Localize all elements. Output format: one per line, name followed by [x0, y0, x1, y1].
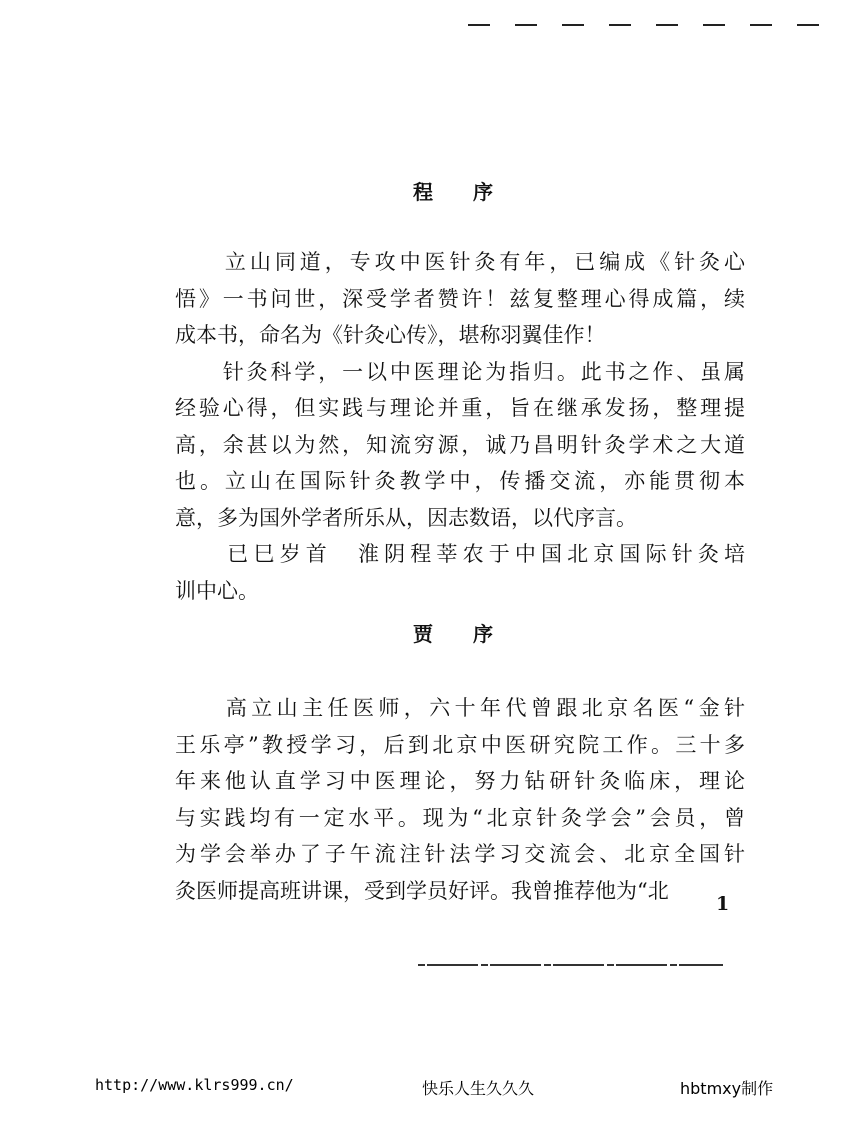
header-dash — [515, 24, 537, 26]
text-line: 意，多为国外学者所乐从，因志数语，以代序言。 — [175, 505, 637, 530]
section-title-jia: 贾 序 — [413, 622, 493, 646]
text-line: 悟》一书问世，深受学者赞许！兹复整理心得成篇，续 — [175, 286, 745, 311]
page-number: 1 — [716, 893, 730, 915]
footer-slogan: 快乐人生久久久 — [422, 1079, 535, 1098]
text-line: 训中心。 — [175, 578, 259, 603]
text-line: 与实践均有一定水平。现为“北京针灸学会”会员，曾 — [175, 805, 745, 830]
footer-credit: hbtmxy制作 — [680, 1079, 774, 1098]
header-dash — [750, 24, 772, 26]
header-dash-rule — [468, 24, 848, 28]
text-line: 成本书，命名为《针灸心传》，堪称羽翼佳作！ — [175, 323, 606, 347]
section-title-cheng: 程 序 — [413, 180, 493, 204]
text-line: 针灸科学，一以中医理论为指归。此书之作、虽属 — [175, 359, 745, 384]
text-line: 高立山主任医师，六十年代曾跟北京名医“金针 — [175, 696, 745, 720]
text-line: 经验心得，但实践与理论并重，旨在继承发扬，整理提 — [175, 396, 745, 420]
header-dash — [797, 24, 819, 26]
bottom-rule — [418, 964, 723, 966]
text-line: 王乐亭”教授学习，后到北京中医研究院工作。三十多 — [175, 732, 745, 757]
text-line: 灸医师提高班讲课，受到学员好评。我曾推荐他为“北 — [175, 878, 669, 903]
header-dash — [703, 24, 725, 26]
text-line: 高，余甚以为然，知流穷源，诚乃昌明针灸学术之大道 — [175, 432, 745, 457]
text-line: 已巳岁首 淮阴程莘农于中国北京国际针灸培 — [175, 542, 745, 566]
text-line: 立山同道，专攻中医针灸有年，已编成《针灸心 — [175, 250, 745, 274]
header-dash — [468, 24, 490, 26]
text-line: 也。立山在国际针灸教学中，传播交流，亦能贯彻本 — [175, 469, 745, 493]
header-dash — [562, 24, 584, 26]
text-line: 年来他认直学习中医理论，努力钻研针灸临床，理论 — [175, 769, 745, 793]
header-dash — [609, 24, 631, 26]
footer-url: http://www.klrs999.cn/ — [95, 1076, 294, 1094]
header-dash — [656, 24, 678, 26]
text-line: 为学会举办了子午流注针法学习交流会、北京全国针 — [175, 842, 745, 866]
